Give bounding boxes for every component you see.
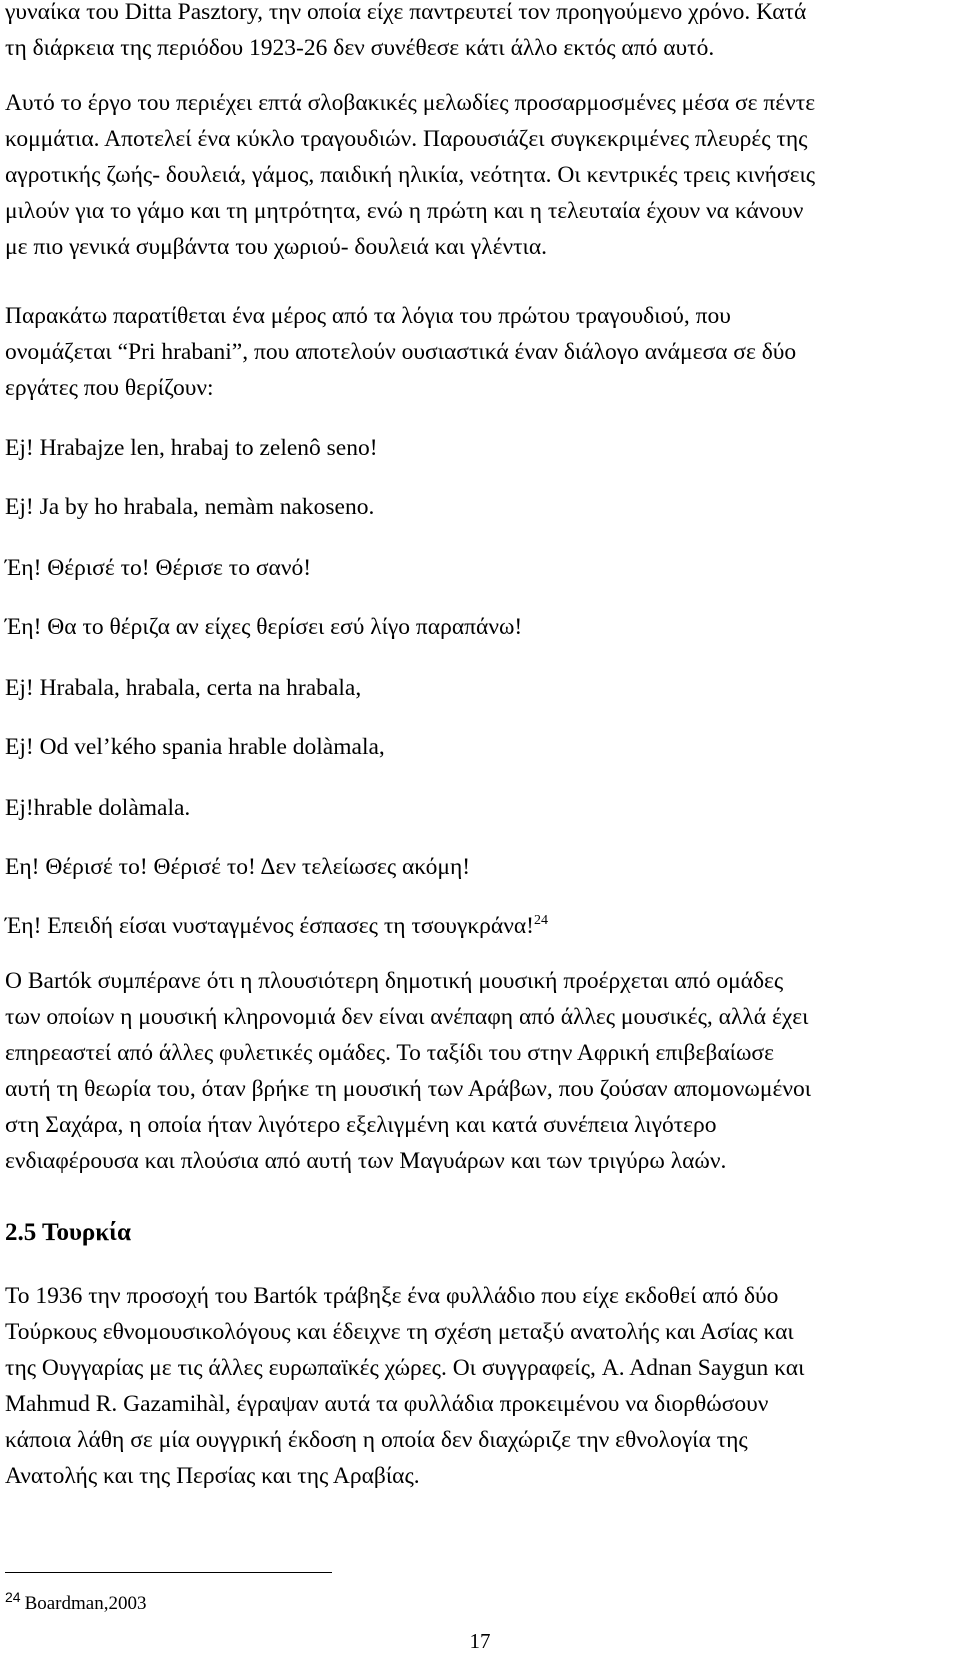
text-line: ενδιαφέρουσα και πλούσια από αυτή των Μαγυάρων και των τριγύρω λαών. — [5, 1148, 727, 1174]
text-line: της Ουγγαρίας με τις άλλες ευρωπαϊκές χώρες. Οι συγγραφείς, A. Adnan Saygun και — [5, 1355, 805, 1381]
text-line: κομμάτια. Αποτελεί ένα κύκλο τραγουδιών. Παρουσιάζει συγκεκριμένες πλευρές της — [5, 126, 808, 152]
text-line: Το 1936 την προσοχή του Bartók τράβηξε ένα φυλλάδιο που είχε εκδοθεί από δύο — [5, 1283, 779, 1309]
text-line: Ανατολής και της Περσίας και της Αραβίας. — [5, 1463, 420, 1489]
lyric-line-text: Έη! Επειδή είσαι νυσταγμένος έσπασες τη τσουγκράνα! — [5, 913, 534, 939]
lyric-line: Ej! Hrabala, hrabala, certa na hrabala, — [5, 675, 362, 701]
section-heading: 2.5 Τουρκία — [5, 1219, 131, 1246]
text-line: των οποίων η μουσική κληρονομιά δεν είναι ανέπαφη από άλλες μουσικές, αλλά έχει — [5, 1004, 809, 1030]
text-line: Παρακάτω παρατίθεται ένα μέρος από τα λόγια του πρώτου τραγουδιού, που — [5, 303, 731, 329]
footnote-reference[interactable]: 24 — [533, 913, 548, 929]
text-line: ονομάζεται “Pri hrabani”, που αποτελούν ουσιαστικά έναν διάλογο ανάμεσα σε δύο — [5, 339, 797, 365]
lyric-line: Έη! Θέρισέ το! Θέρισε το σανό! — [5, 555, 312, 581]
text-line: Αυτό το έργο του περιέχει επτά σλοβακικές μελωδίες προσαρμοσμένες μέσα σε πέντε — [5, 90, 816, 116]
text-line: γυναίκα του Ditta Pasztory, την οποία είχε παντρευτεί τον προηγούμενο χρόνο. Κατά — [5, 0, 807, 25]
text-line: στη Σαχάρα, η οποία ήταν λιγότερο εξελιγμένη και κατά συνέπεια λιγότερο — [5, 1112, 717, 1138]
lyric-line: Ej!hrable dolàmala. — [5, 795, 191, 821]
text-line: Τούρκους εθνομουσικολόγους και έδειχνε τη σχέση μεταξύ ανατολής και Ασίας και — [5, 1319, 794, 1345]
lyric-line-last — [5, 911, 548, 941]
text-line: Mahmud R. Gazamihàl, έγραψαν αυτά τα φυλλάδια προκειμένου να διορθώσουν — [5, 1391, 769, 1417]
lyric-line: Έη! Θα το θέριζα αν είχες θερίσει εσύ λίγο παραπάνω! — [5, 614, 523, 640]
text-line: αγροτικής ζωής- δουλειά, γάμος, παιδική ηλικία, νεότητα. Οι κεντρικές τρεις κινήσεις — [5, 162, 816, 188]
text-line: τη διάρκεια της περιόδου 1923-26 δεν συνέθεσε κάτι άλλο εκτός από αυτό. — [5, 35, 715, 61]
lyric-line: Ej! Hrabajze len, hrabaj to zelenô seno! — [5, 435, 378, 461]
lyric-line: Εη! Θέρισέ το! Θέρισέ το! Δεν τελείωσες ακόμη! — [5, 854, 471, 880]
page-number: 17 — [469, 1629, 491, 1653]
text-line: κάποια λάθη σε μία ουγγρική έκδοση η οποία δεν διαχώριζε την εθνολογία της — [5, 1427, 748, 1453]
lyric-line: Ej! Ja by ho hrabala, nemàm nakoseno. — [5, 494, 375, 520]
footnote-number: 24 — [5, 1588, 21, 1605]
footnote — [5, 1588, 147, 1616]
footnote-text: Boardman,2003 — [24, 1593, 147, 1614]
text-line: αυτή τη θεωρία του, όταν βρήκε τη μουσική των Αράβων, που ζούσαν απομονωμένοι — [5, 1076, 812, 1102]
text-line: με πιο γενικά συμβάντα του χωριού- δουλειά και γλέντια. — [5, 234, 548, 260]
text-line: μιλούν για το γάμο και τη μητρότητα, ενώ η πρώτη και η τελευταία έχουν να κάνουν — [5, 198, 804, 224]
text-line: εργάτες που θερίζουν: — [5, 375, 214, 401]
footnote-divider — [5, 1572, 332, 1573]
text-line: Ο Bartók συμπέρανε ότι η πλουσιότερη δημοτική μουσική προέρχεται από ομάδες — [5, 968, 784, 994]
text-line: επηρεαστεί από άλλες φυλετικές ομάδες. Το ταξίδι του στην Αφρική επιβεβαίωσε — [5, 1040, 774, 1066]
lyric-line: Ej! Od vel’kého spania hrable dolàmala, — [5, 734, 385, 760]
